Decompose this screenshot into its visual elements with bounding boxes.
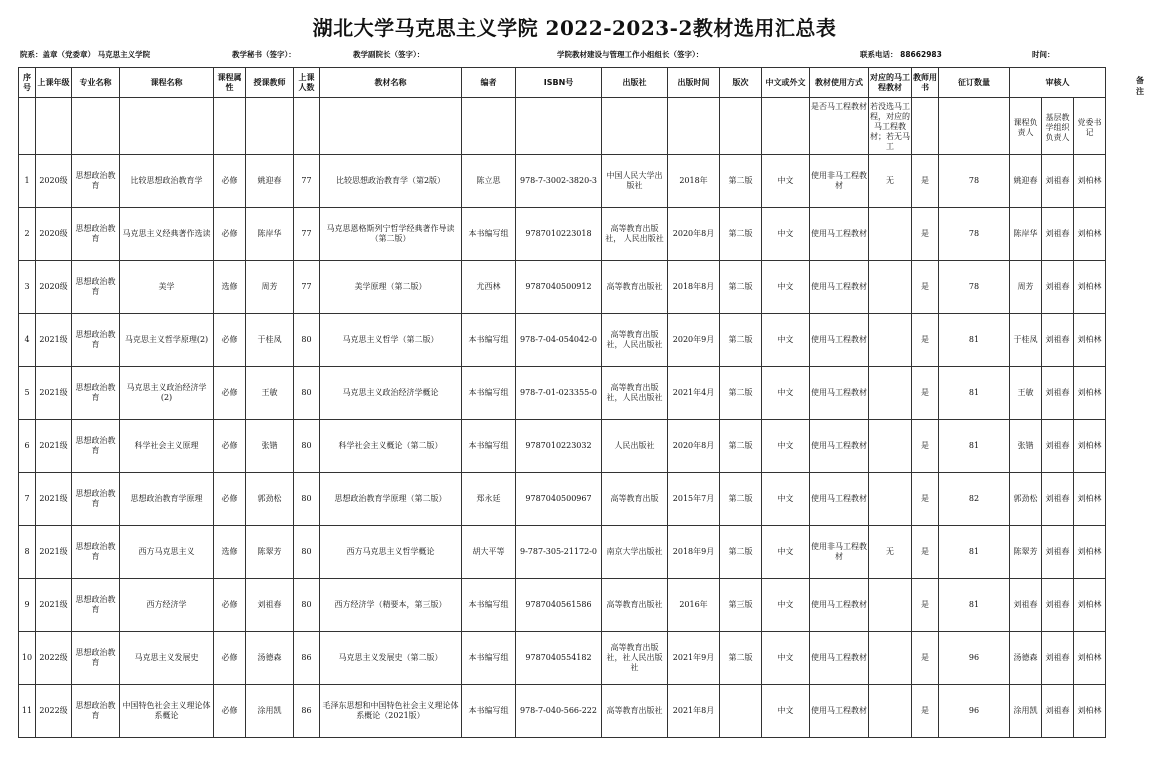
cell-edition: 第二版 [720,367,762,420]
header-grade: 上课年级 [36,68,72,98]
cell-pubtime: 2020年8月 [668,208,720,261]
subheader-course-lead: 课程负责人 [1010,98,1042,155]
cell-rev2: 刘祖春 [1042,261,1074,314]
cell-order: 81 [939,579,1010,632]
cell-rev1: 张锴 [1010,420,1042,473]
cell-publisher: 高等教育出版社 [602,579,668,632]
cell-grade: 2020级 [36,155,72,208]
cell-pubtime: 2021年4月 [668,367,720,420]
header-major: 专业名称 [72,68,120,98]
cell-seq: 11 [19,685,36,738]
cell-lang: 中文 [762,208,810,261]
cell-isbn: 978-7-01-023355-0 [516,367,602,420]
cell-publisher: 高等教育出版社，社人民出版社 [602,632,668,685]
cell-publisher: 高等教育出版社 [602,261,668,314]
cell-teacher: 张锴 [246,420,294,473]
cell-pubtime: 2018年 [668,155,720,208]
table-row [19,473,1106,526]
cell-tbook: 是 [912,367,939,420]
cell-marx [869,632,912,685]
cell-author: 本书编写组 [462,579,516,632]
cell-grade: 2021级 [36,526,72,579]
cell-order: 81 [939,526,1010,579]
cell-tbook: 是 [912,526,939,579]
cell-order: 82 [939,473,1010,526]
cell-teacher: 王敏 [246,367,294,420]
cell-course: 马克思主义哲学原理(2) [120,314,214,367]
subheader-party-secretary: 党委书记 [1074,98,1106,155]
cell-book: 马克思主义哲学（第二版） [320,314,462,367]
cell-usage: 使用马工程教材 [810,473,869,526]
cell-attr: 必修 [214,367,246,420]
cell-publisher: 中国人民大学出版社 [602,155,668,208]
cell-students: 80 [294,314,320,367]
cell-tbook: 是 [912,579,939,632]
cell-lang: 中文 [762,314,810,367]
cell-rev3: 刘柏林 [1074,685,1106,738]
cell-isbn: 9787040500912 [516,261,602,314]
cell-teacher: 刘祖春 [246,579,294,632]
cell-tbook: 是 [912,261,939,314]
cell-rev2: 刘祖春 [1042,685,1074,738]
cell-order: 96 [939,685,1010,738]
cell-rev1: 王敏 [1010,367,1042,420]
cell-pubtime: 2021年8月 [668,685,720,738]
cell-publisher: 高等教育出版社， 人民出版社 [602,208,668,261]
cell-rev2: 刘祖春 [1042,420,1074,473]
subheader-marx: 若没选马工程，对应的马工程教材；若无马工 [869,98,912,155]
cell-pubtime: 2021年9月 [668,632,720,685]
cell-rev3: 刘柏林 [1074,208,1106,261]
cell-edition: 第三版 [720,579,762,632]
cell-isbn: 9787040500967 [516,473,602,526]
cell-rev3: 刘柏林 [1074,579,1106,632]
cell-tbook: 是 [912,314,939,367]
cell-students: 80 [294,526,320,579]
table-row [19,526,1106,579]
cell-seq: 8 [19,526,36,579]
cell-course: 中国特色社会主义理论体系概论 [120,685,214,738]
cell-book: 科学社会主义概论（第二版） [320,420,462,473]
cell-lang: 中文 [762,632,810,685]
header-author: 编者 [462,68,516,98]
cell-lang: 中文 [762,473,810,526]
cell-grade: 2021级 [36,579,72,632]
table-row [19,314,1106,367]
cell-marx [869,367,912,420]
cell-edition: 第二版 [720,632,762,685]
cell-marx [869,314,912,367]
cell-marx [869,473,912,526]
header-isbn: ISBN号 [516,68,602,98]
cell-grade: 2022级 [36,632,72,685]
vice-dean-label: 教学副院长（签字）： [353,50,425,59]
page-title: 湖北大学马克思主义学院 2022-2023-2教材选用汇总表 [312,16,837,40]
cell-isbn: 9787010223032 [516,420,602,473]
cell-grade: 2020级 [36,208,72,261]
cell-seq: 3 [19,261,36,314]
cell-marx [869,420,912,473]
header-attr: 课程属性 [214,68,246,98]
cell-author: 胡大平等 [462,526,516,579]
cell-pubtime: 2018年9月 [668,526,720,579]
cell-usage: 使用马工程教材 [810,420,869,473]
cell-course: 马克思主义政治经济学(2) [120,367,214,420]
header-publisher: 出版社 [602,68,668,98]
cell-publisher: 南京大学出版社 [602,526,668,579]
cell-students: 77 [294,208,320,261]
cell-edition: 第二版 [720,208,762,261]
cell-author: 本书编写组 [462,314,516,367]
cell-lang: 中文 [762,685,810,738]
cell-rev2: 刘祖春 [1042,632,1074,685]
cell-teacher: 涂用凯 [246,685,294,738]
cell-edition [720,685,762,738]
cell-rev3: 刘柏林 [1074,526,1106,579]
cell-grade: 2021级 [36,367,72,420]
department-label: 院系：盖章（党委章） 马克思主义学院 [20,50,151,59]
cell-lang: 中文 [762,526,810,579]
cell-attr: 选修 [214,526,246,579]
cell-seq: 6 [19,420,36,473]
cell-author: 本书编写组 [462,420,516,473]
cell-tbook: 是 [912,685,939,738]
cell-attr: 选修 [214,261,246,314]
cell-pubtime: 2015年7月 [668,473,720,526]
cell-isbn: 9-787-305-21172-0 [516,526,602,579]
cell-course: 马克思主义发展史 [120,632,214,685]
header-order: 征订数量 [939,68,1010,98]
cell-seq: 9 [19,579,36,632]
table-row [19,579,1106,632]
table-row [19,367,1106,420]
cell-students: 80 [294,420,320,473]
cell-marx [869,261,912,314]
cell-attr: 必修 [214,208,246,261]
cell-rev3: 刘柏林 [1074,632,1106,685]
header-course: 课程名称 [120,68,214,98]
cell-rev3: 刘柏林 [1074,155,1106,208]
cell-order: 81 [939,420,1010,473]
cell-students: 80 [294,579,320,632]
cell-tbook: 是 [912,420,939,473]
cell-rev1: 刘祖春 [1010,579,1042,632]
cell-students: 80 [294,367,320,420]
cell-pubtime: 2016年 [668,579,720,632]
cell-usage: 使用马工程教材 [810,314,869,367]
cell-attr: 必修 [214,420,246,473]
cell-rev1: 陈翠芳 [1010,526,1042,579]
cell-rev2: 刘祖春 [1042,208,1074,261]
cell-book: 西方经济学（精要本，第三版） [320,579,462,632]
table-row [19,420,1106,473]
cell-author: 本书编写组 [462,208,516,261]
subheader-row [19,98,1106,155]
cell-book: 美学原理（第二版） [320,261,462,314]
cell-publisher: 人民出版社 [602,420,668,473]
cell-seq: 2 [19,208,36,261]
cell-course: 西方经济学 [120,579,214,632]
header-book: 教材名称 [320,68,462,98]
secretary-label: 教学秘书（签字）： [232,50,296,59]
cell-teacher: 周芳 [246,261,294,314]
cell-marx [869,579,912,632]
cell-isbn: 978-7-04-054042-0 [516,314,602,367]
header-teacher-book: 教师用书 [912,68,939,98]
header-row [19,68,1106,98]
cell-teacher: 陈岸华 [246,208,294,261]
cell-rev2: 刘祖春 [1042,526,1074,579]
cell-lang: 中文 [762,420,810,473]
cell-students: 80 [294,473,320,526]
cell-rev3: 刘柏林 [1074,367,1106,420]
cell-rev2: 刘祖春 [1042,155,1074,208]
cell-major: 思想政治教育 [72,208,120,261]
signature-line [20,49,1140,61]
cell-book: 比较思想政治教育学（第2版） [320,155,462,208]
header-edition: 版次 [720,68,762,98]
header-seq: 序号 [19,68,36,98]
cell-rev1: 汤德森 [1010,632,1042,685]
cell-usage: 使用马工程教材 [810,685,869,738]
cell-marx: 无 [869,526,912,579]
cell-lang: 中文 [762,261,810,314]
cell-attr: 必修 [214,579,246,632]
cell-marx [869,208,912,261]
committee-label: 学院教材建设与管理工作小组组长（签字）： [557,50,704,59]
cell-order: 81 [939,314,1010,367]
header-reviewer: 审核人 [1010,68,1106,98]
cell-book: 马克思主义发展史（第二版） [320,632,462,685]
cell-isbn: 9787010223018 [516,208,602,261]
cell-major: 思想政治教育 [72,473,120,526]
cell-students: 86 [294,632,320,685]
cell-usage: 使用非马工程教材 [810,155,869,208]
cell-book: 思想政治教育学原理（第二版） [320,473,462,526]
cell-rev1: 涂用凯 [1010,685,1042,738]
header-teacher: 授课教师 [246,68,294,98]
cell-seq: 10 [19,632,36,685]
cell-rev1: 周芳 [1010,261,1042,314]
cell-major: 思想政治教育 [72,579,120,632]
cell-rev3: 刘柏林 [1074,314,1106,367]
cell-lang: 中文 [762,579,810,632]
cell-usage: 使用马工程教材 [810,579,869,632]
cell-book: 西方马克思主义哲学概论 [320,526,462,579]
subheader-group-lead: 基层教学组织负责人 [1042,98,1074,155]
cell-publisher: 高等教育出版社 [602,685,668,738]
cell-major: 思想政治教育 [72,261,120,314]
cell-usage: 使用马工程教材 [810,208,869,261]
cell-author: 陈立思 [462,155,516,208]
cell-teacher: 陈翠芳 [246,526,294,579]
cell-author: 本书编写组 [462,632,516,685]
cell-rev2: 刘祖春 [1042,314,1074,367]
cell-order: 81 [939,367,1010,420]
cell-isbn: 978-7-3002-3820-3 [516,155,602,208]
cell-seq: 7 [19,473,36,526]
cell-course: 美学 [120,261,214,314]
header-marx: 对应的马工程教材 [869,68,912,98]
cell-teacher: 于桂凤 [246,314,294,367]
cell-usage: 使用非马工程教材 [810,526,869,579]
cell-major: 思想政治教育 [72,632,120,685]
cell-course: 思想政治教育学原理 [120,473,214,526]
cell-pubtime: 2018年8月 [668,261,720,314]
header-lang: 中文或外文 [762,68,810,98]
cell-publisher: 高等教育出版 [602,473,668,526]
cell-major: 思想政治教育 [72,685,120,738]
cell-pubtime: 2020年8月 [668,420,720,473]
cell-students: 77 [294,261,320,314]
cell-teacher: 郭劲松 [246,473,294,526]
cell-grade: 2021级 [36,420,72,473]
cell-teacher: 汤德森 [246,632,294,685]
table-row [19,261,1106,314]
cell-attr: 必修 [214,314,246,367]
header-students: 上课人数 [294,68,320,98]
cell-grade: 2021级 [36,473,72,526]
cell-rev3: 刘柏林 [1074,473,1106,526]
cell-marx [869,685,912,738]
cell-marx: 无 [869,155,912,208]
cell-edition: 第二版 [720,314,762,367]
cell-rev3: 刘柏林 [1074,261,1106,314]
cell-tbook: 是 [912,208,939,261]
cell-isbn: 978-7-040-566-222 [516,685,602,738]
cell-grade: 2021级 [36,314,72,367]
cell-students: 77 [294,155,320,208]
cell-seq: 1 [19,155,36,208]
cell-author: 郑永廷 [462,473,516,526]
cell-attr: 必修 [214,685,246,738]
cell-edition: 第二版 [720,526,762,579]
cell-course: 比较思想政治教育学 [120,155,214,208]
cell-course: 马克思主义经典著作选读 [120,208,214,261]
cell-major: 思想政治教育 [72,367,120,420]
cell-order: 78 [939,155,1010,208]
table-row [19,155,1106,208]
cell-grade: 2020级 [36,261,72,314]
cell-edition: 第二版 [720,420,762,473]
cell-rev3: 刘柏林 [1074,420,1106,473]
cell-order: 78 [939,261,1010,314]
cell-rev1: 郭劲松 [1010,473,1042,526]
cell-order: 78 [939,208,1010,261]
textbook-table [18,67,1106,738]
cell-publisher: 高等教育出版社，人民出版社 [602,314,668,367]
cell-course: 西方马克思主义 [120,526,214,579]
cell-teacher: 姚迎春 [246,155,294,208]
cell-tbook: 是 [912,473,939,526]
cell-lang: 中文 [762,155,810,208]
cell-rev2: 刘祖春 [1042,473,1074,526]
cell-book: 马克思恩格斯列宁哲学经典著作导读（第二版） [320,208,462,261]
cell-rev1: 姚迎春 [1010,155,1042,208]
cell-attr: 必修 [214,473,246,526]
cell-isbn: 9787040554182 [516,632,602,685]
cell-grade: 2022级 [36,685,72,738]
cell-course: 科学社会主义原理 [120,420,214,473]
cell-author: 本书编写组 [462,367,516,420]
cell-rev1: 于桂凤 [1010,314,1042,367]
cell-seq: 4 [19,314,36,367]
cell-rev2: 刘祖春 [1042,579,1074,632]
cell-tbook: 是 [912,632,939,685]
cell-lang: 中文 [762,367,810,420]
cell-order: 96 [939,632,1010,685]
cell-edition: 第二版 [720,155,762,208]
cell-rev2: 刘祖春 [1042,367,1074,420]
phone-label: 联系电话： 88662983 [860,50,942,59]
cell-attr: 必修 [214,632,246,685]
cell-major: 思想政治教育 [72,526,120,579]
cell-isbn: 9787040561586 [516,579,602,632]
cell-usage: 使用马工程教材 [810,367,869,420]
cell-rev1: 陈岸华 [1010,208,1042,261]
cell-major: 思想政治教育 [72,420,120,473]
cell-seq: 5 [19,367,36,420]
cell-author: 尤西林 [462,261,516,314]
cell-major: 思想政治教育 [72,314,120,367]
cell-attr: 必修 [214,155,246,208]
cell-book: 毛泽东思想和中国特色社会主义理论体系概论（2021版） [320,685,462,738]
cell-edition: 第二版 [720,261,762,314]
cell-students: 86 [294,685,320,738]
cell-edition: 第二版 [720,473,762,526]
header-remark: 备注 [1136,76,1144,96]
cell-pubtime: 2020年9月 [668,314,720,367]
cell-major: 思想政治教育 [72,155,120,208]
header-pubtime: 出版时间 [668,68,720,98]
table-row [19,685,1106,738]
cell-usage: 使用马工程教材 [810,261,869,314]
table-row [19,632,1106,685]
cell-publisher: 高等教育出版社，人民出版社 [602,367,668,420]
time-label: 时间： [1032,50,1055,59]
cell-author: 本书编写组 [462,685,516,738]
cell-tbook: 是 [912,155,939,208]
cell-book: 马克思主义政治经济学概论 [320,367,462,420]
header-usage: 教材使用方式 [810,68,869,98]
cell-usage: 使用马工程教材 [810,632,869,685]
subheader-usage: 是否马工程教材 [810,98,869,155]
table-row [19,208,1106,261]
